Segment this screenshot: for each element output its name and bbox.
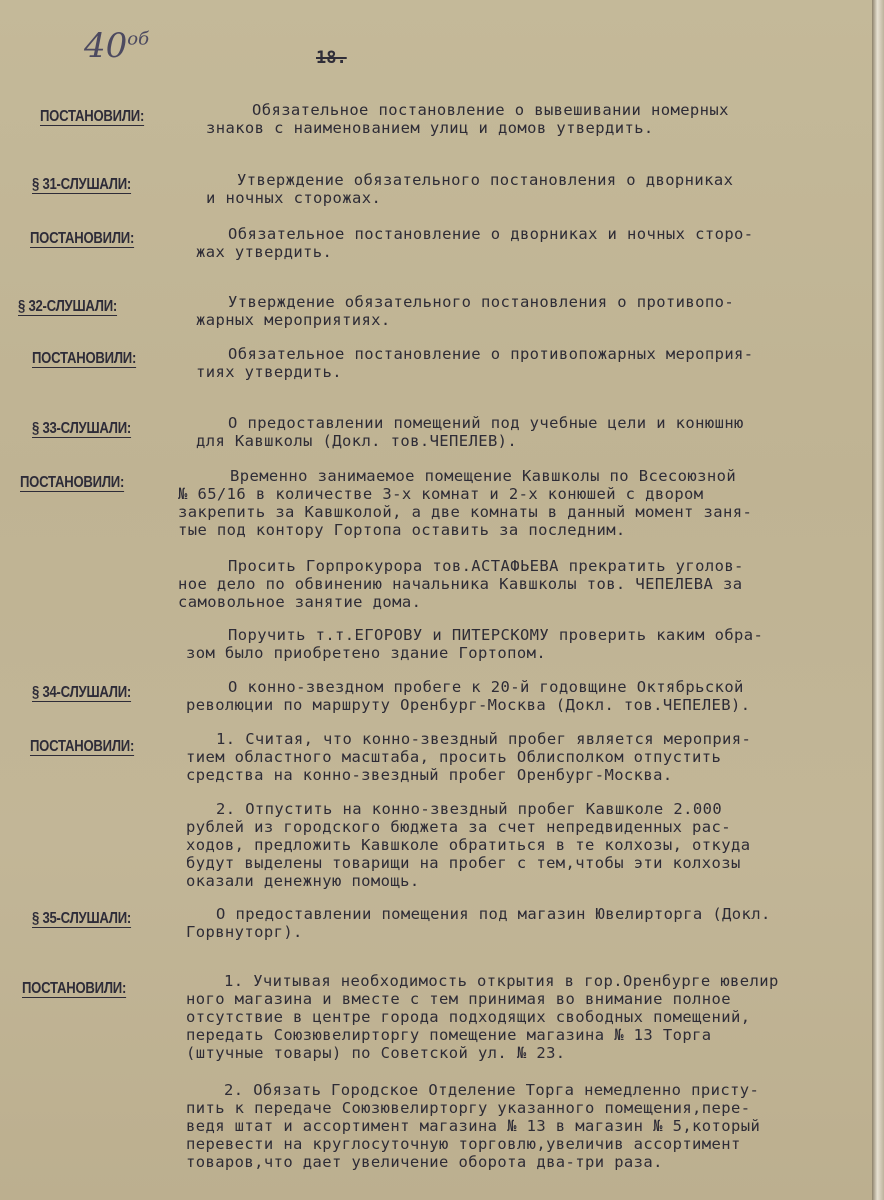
paragraph-line: жарных мероприятиях. bbox=[196, 311, 391, 329]
paragraph-line: отсутствие в центре города подходящих свободных помещений, bbox=[186, 1008, 751, 1026]
hearing-label: § 35-СЛУШАЛИ: bbox=[32, 910, 132, 927]
page-number: 18. bbox=[316, 48, 347, 68]
paragraph-line: Обязательное постановление о вывешивании номерных bbox=[252, 101, 729, 119]
paragraph-line: О предоставлении помещений под учебные цели и конюшню bbox=[228, 414, 744, 432]
paragraph-line: и ночных сторожах. bbox=[206, 189, 382, 207]
paragraph-line: самовольное занятие дома. bbox=[178, 593, 422, 611]
paragraph-line: Обязательное постановление о дворниках и ночных сторо- bbox=[228, 225, 754, 243]
paragraph-line: рублей из городского бюджета за счет непредвиденных рас- bbox=[186, 818, 731, 836]
resolution-label: ПОСТАНОВИЛИ: bbox=[22, 980, 127, 997]
hearing-label: § 33-СЛУШАЛИ: bbox=[32, 420, 132, 437]
paragraph-line: (штучные товары) по Советской ул. № 23. bbox=[186, 1044, 566, 1062]
paragraph-line: ведя штат и ассортимент магазина № 13 в магазин № 5,который bbox=[186, 1117, 761, 1135]
paragraph-line: 1. Считая, что конно-звездный пробег является мероприя- bbox=[216, 730, 752, 748]
resolution-label: ПОСТАНОВИЛИ: bbox=[20, 474, 125, 491]
paragraph-line: оказали денежную помощь. bbox=[186, 872, 420, 890]
resolution-label: ПОСТАНОВИЛИ: bbox=[40, 108, 145, 125]
folio-number: $40^{об}$ bbox=[84, 26, 150, 66]
paragraph-line: О конно-звездном пробеге к 20-й годовщине Октябрьской bbox=[228, 678, 744, 696]
paragraph-line: 2. Обязать Городское Отделение Торга немедленно присту- bbox=[224, 1081, 760, 1099]
paragraph-line: перевести на круглосуточную торговлю,увеличив ассортимент bbox=[186, 1135, 741, 1153]
paragraph-line: Обязательное постановление о противопожарных мероприя- bbox=[228, 345, 754, 363]
paragraph-line: 1. Учитывая необходимость открытия в гор.Оренбурге ювелир bbox=[224, 972, 779, 990]
resolution-label: ПОСТАНОВИЛИ: bbox=[32, 350, 137, 367]
paragraph-line: для Кавшколы (Докл. тов.ЧЕПЕЛЕВ). bbox=[196, 432, 518, 450]
paragraph-line: средства на конно-звездный пробег Оренбург-Москва. bbox=[186, 766, 673, 784]
hearing-label: § 32-СЛУШАЛИ: bbox=[18, 298, 118, 315]
resolution-label: ПОСТАНОВИЛИ: bbox=[30, 738, 135, 755]
paragraph-line: О предоставлении помещения под магазин Ювелирторга (Докл. bbox=[216, 905, 771, 923]
paragraph-line: тиях утвердить. bbox=[196, 363, 342, 381]
hearing-label: § 31-СЛУШАЛИ: bbox=[32, 176, 132, 193]
paragraph-line: Утверждение обязательного постановления о противопо- bbox=[228, 293, 735, 311]
paragraph-line: передать Союзювелирторгу помещение магазина № 13 Торга bbox=[186, 1026, 712, 1044]
hearing-label: § 34-СЛУШАЛИ: bbox=[32, 684, 132, 701]
paragraph-line: Временно занимаемое помещение Кавшколы по Всесоюзной bbox=[230, 467, 737, 485]
paragraph-line: Горвнуторг). bbox=[186, 923, 303, 941]
paragraph-line: революции по маршруту Оренбург-Москва (Докл. тов.ЧЕПЕЛЕВ). bbox=[186, 696, 751, 714]
paragraph-line: закрепить за Кавшколой, а две комнаты в данный момент заня- bbox=[178, 503, 753, 521]
paragraph-line: жах утвердить. bbox=[196, 243, 333, 261]
paragraph-line: зом было приобретено здание Гортопом. bbox=[186, 644, 547, 662]
paragraph-line: Утверждение обязательного постановления о дворниках bbox=[237, 171, 734, 189]
paragraph-line: товаров,что дает увеличение оборота два-три раза. bbox=[186, 1153, 663, 1171]
page-edge bbox=[872, 0, 884, 1200]
paragraph-line: ного магазина и вместе с тем принимая во внимание полное bbox=[186, 990, 731, 1008]
paragraph-line: ходов, предложить Кавшколе обратиться в те колхозы, откуда bbox=[186, 836, 751, 854]
paragraph-line: знаков с наименованием улиц и домов утвердить. bbox=[206, 119, 654, 137]
paragraph-line: 2. Отпустить на конно-звездный пробег Кавшколе 2.000 bbox=[216, 800, 723, 818]
paragraph-line: тые под контору Гортопа оставить за последним. bbox=[178, 521, 626, 539]
paragraph-line: Просить Горпрокурора тов.АСТАФЬЕВА прекратить уголов- bbox=[228, 557, 744, 575]
paragraph-line: будут выделены товарищи на пробег с тем,чтобы эти колхозы bbox=[186, 854, 741, 872]
paragraph-line: Поручить т.т.ЕГОРОВУ и ПИТЕРСКОМУ проверить каким обра- bbox=[228, 626, 764, 644]
paragraph-line: ное дело по обвинению начальника Кавшколы тов. ЧЕПЕЛЕВА за bbox=[178, 575, 743, 593]
paragraph-line: № 65/16 в количестве 3-х комнат и 2-х конюшей с двором bbox=[178, 485, 704, 503]
paragraph-line: тием областного масштаба, просить Облисполком отпустить bbox=[186, 748, 722, 766]
resolution-label: ПОСТАНОВИЛИ: bbox=[30, 230, 135, 247]
paragraph-line: пить к передаче Союзювелирторгу указанного помещения,пере- bbox=[186, 1099, 751, 1117]
